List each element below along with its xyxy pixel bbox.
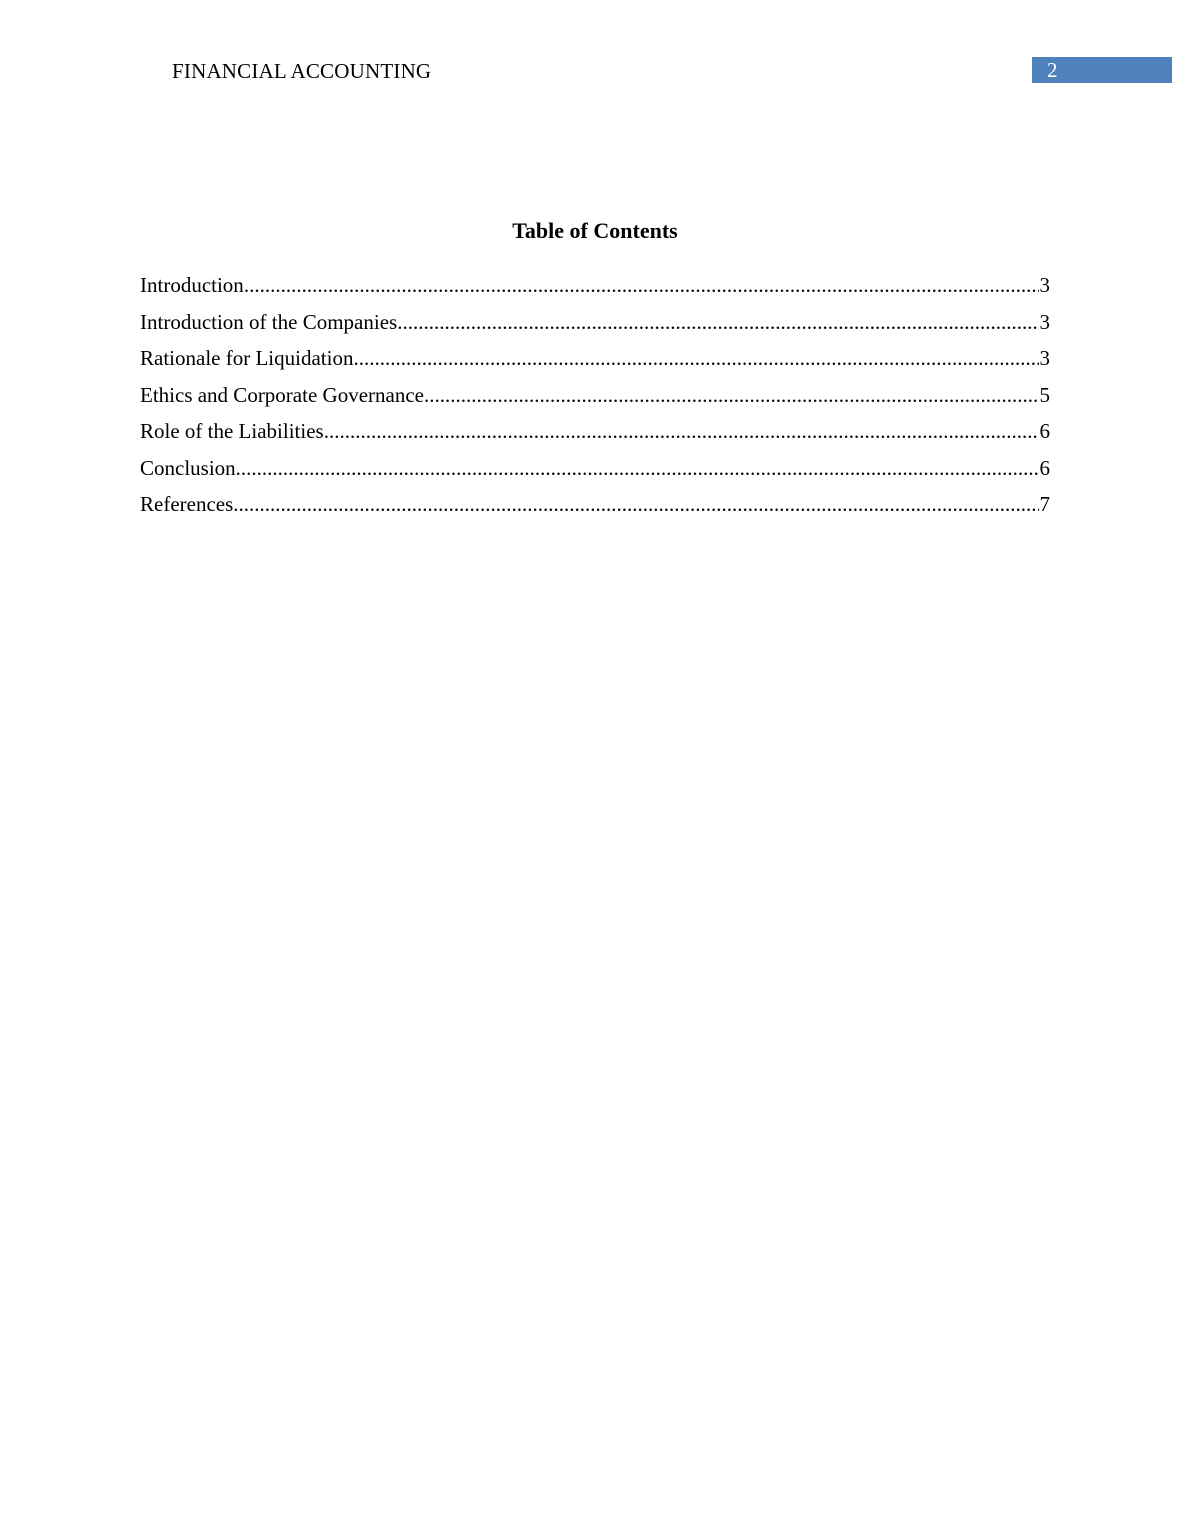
toc-entry-references[interactable] [140, 489, 1050, 526]
toc-entry-label: Rationale for Liquidation [140, 346, 354, 370]
page-number: 2 [1047, 58, 1058, 82]
toc-entry-conclusion[interactable] [140, 453, 1050, 490]
toc-entry-label: Introduction [140, 273, 244, 297]
toc-entry-role-of-the-liabilities[interactable] [140, 416, 1050, 453]
toc-heading: Table of Contents [512, 218, 678, 243]
running-header-title: FINANCIAL ACCOUNTING [172, 59, 432, 83]
dot-leader [233, 489, 1038, 519]
toc-entry-page: 5 [1039, 382, 1050, 407]
toc-entry-introduction[interactable] [140, 270, 1050, 307]
table-of-contents [140, 270, 1050, 526]
toc-entry-ethics-and-corporate-governance[interactable] [140, 380, 1050, 417]
toc-entry-label: Introduction of the Companies [140, 309, 398, 334]
dot-leader [424, 380, 1039, 410]
toc-entry-page: 6 [1039, 455, 1050, 480]
toc-entry-label: Ethics and Corporate Governance [140, 382, 424, 407]
toc-entry-page: 6 [1039, 419, 1050, 443]
dot-leader [397, 307, 1038, 337]
dot-leader [236, 453, 1039, 483]
toc-entry-introduction-of-the-companies[interactable] [140, 307, 1050, 344]
toc-entry-label: Role of the Liabilities [140, 419, 324, 443]
toc-entry-page: 3 [1039, 309, 1050, 334]
toc-entry-page: 3 [1039, 346, 1050, 370]
toc-entry-page: 3 [1039, 273, 1050, 297]
toc-entry-page: 7 [1039, 492, 1050, 516]
toc-entry-label: Conclusion [140, 455, 236, 480]
dot-leader [353, 343, 1038, 373]
toc-entry-label: References [140, 492, 234, 516]
dot-leader [324, 416, 1039, 446]
toc-entry-rationale-for-liquidation[interactable] [140, 343, 1050, 380]
page-number-band [1032, 57, 1172, 83]
dot-leader [244, 270, 1039, 300]
